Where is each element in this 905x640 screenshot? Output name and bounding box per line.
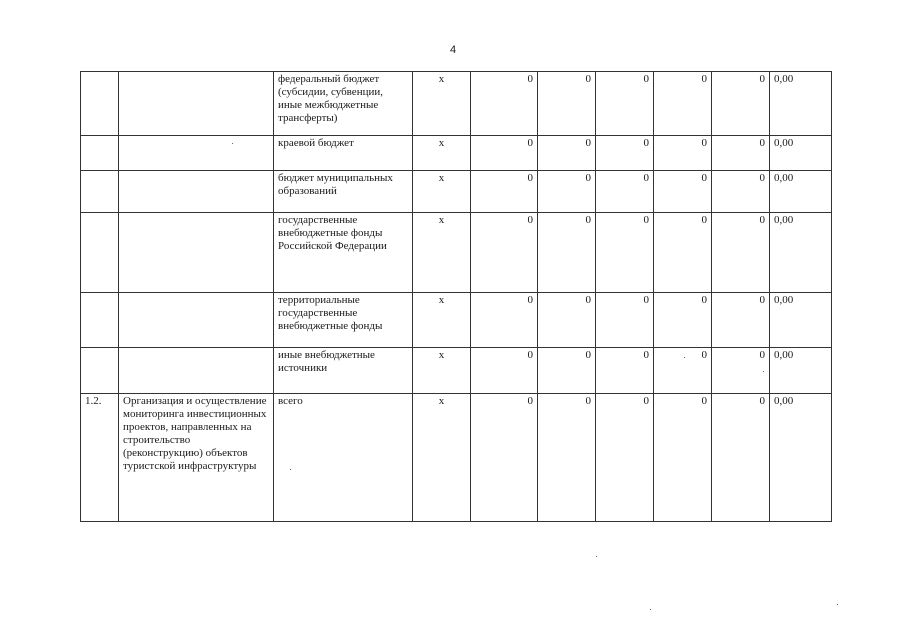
value-cell: 0 xyxy=(596,72,654,136)
mark-cell: х xyxy=(413,171,471,213)
value-cell: 0 xyxy=(596,136,654,171)
funding-source-cell: территориальные государственные внебюджетные фонды xyxy=(274,293,413,348)
value-cell: 0 xyxy=(471,72,538,136)
scan-speck xyxy=(763,371,764,372)
measure-name-cell xyxy=(119,72,274,136)
value-cell: 0 xyxy=(596,348,654,394)
value-cell: 0 xyxy=(471,171,538,213)
funding-source-cell: государственные внебюджетные фонды Российской Федерации xyxy=(274,213,413,293)
value-cell: 0 xyxy=(654,213,712,293)
total-cell: 0,00 xyxy=(770,293,832,348)
value-cell: 0 xyxy=(712,213,770,293)
value-cell: 0 xyxy=(712,171,770,213)
value-cell: 0 xyxy=(712,293,770,348)
value-cell: 0 xyxy=(712,348,770,394)
value-cell: 0 xyxy=(654,171,712,213)
funding-source-cell: всего xyxy=(274,394,413,522)
page-number: 4 xyxy=(449,44,457,56)
funding-source-cell: иные внебюджетные источники xyxy=(274,348,413,394)
row-number-cell: 1.2. xyxy=(81,394,119,522)
mark-cell: х xyxy=(413,136,471,171)
value-cell: 0 xyxy=(654,348,712,394)
row-number-cell xyxy=(81,348,119,394)
table-row xyxy=(81,213,832,293)
value-cell: 0 xyxy=(654,394,712,522)
value-cell: 0 xyxy=(596,213,654,293)
table-row xyxy=(81,72,832,136)
value-cell: 0 xyxy=(538,171,596,213)
value-cell: 0 xyxy=(654,293,712,348)
mark-cell: х xyxy=(413,293,471,348)
value-cell: 0 xyxy=(654,136,712,171)
table-row xyxy=(81,348,832,394)
table-row xyxy=(81,394,832,522)
value-cell: 0 xyxy=(596,171,654,213)
value-cell: 0 xyxy=(538,213,596,293)
scan-speck xyxy=(596,556,597,557)
total-cell: 0,00 xyxy=(770,213,832,293)
scan-speck xyxy=(837,604,838,605)
mark-cell: х xyxy=(413,348,471,394)
total-cell: 0,00 xyxy=(770,348,832,394)
mark-cell: х xyxy=(413,213,471,293)
row-number-cell xyxy=(81,72,119,136)
value-cell: 0 xyxy=(471,213,538,293)
measure-name-cell xyxy=(119,171,274,213)
funding-source-cell: бюджет муниципальных образований xyxy=(274,171,413,213)
value-cell: 0 xyxy=(471,293,538,348)
value-cell: 0 xyxy=(712,72,770,136)
value-cell: 0 xyxy=(538,348,596,394)
value-cell: 0 xyxy=(538,293,596,348)
mark-cell: х xyxy=(413,72,471,136)
scan-speck xyxy=(290,469,291,470)
measure-name-cell xyxy=(119,348,274,394)
value-cell: 0 xyxy=(538,394,596,522)
measure-name-cell: Организация и осуществление мониторинга инвестиционных проектов, направленных на строительство (реконструкцию) объектов туристской инфраструктуры xyxy=(119,394,274,522)
table-row xyxy=(81,293,832,348)
scan-speck xyxy=(650,609,651,610)
value-cell: 0 xyxy=(471,394,538,522)
funding-source-cell: федеральный бюджет (субсидии, субвенции, иные межбюджетные трансферты) xyxy=(274,72,413,136)
value-cell: 0 xyxy=(712,394,770,522)
value-cell: 0 xyxy=(538,136,596,171)
value-cell: 0 xyxy=(654,72,712,136)
row-number-cell xyxy=(81,213,119,293)
table-row xyxy=(81,136,832,171)
row-number-cell xyxy=(81,171,119,213)
table-row xyxy=(81,171,832,213)
value-cell: 0 xyxy=(596,293,654,348)
mark-cell: х xyxy=(413,394,471,522)
value-cell: 0 xyxy=(596,394,654,522)
measure-name-cell xyxy=(119,213,274,293)
value-cell: 0 xyxy=(712,136,770,171)
value-cell: 0 xyxy=(471,348,538,394)
row-number-cell xyxy=(81,136,119,171)
value-cell: 0 xyxy=(538,72,596,136)
total-cell: 0,00 xyxy=(770,72,832,136)
row-number-cell xyxy=(81,293,119,348)
measure-name-cell xyxy=(119,136,274,171)
budget-table xyxy=(80,71,832,522)
scan-speck xyxy=(232,143,233,144)
scan-speck xyxy=(684,357,685,358)
total-cell: 0,00 xyxy=(770,171,832,213)
total-cell: 0,00 xyxy=(770,394,832,522)
measure-name-cell xyxy=(119,293,274,348)
value-cell: 0 xyxy=(471,136,538,171)
total-cell: 0,00 xyxy=(770,136,832,171)
funding-source-cell: краевой бюджет xyxy=(274,136,413,171)
